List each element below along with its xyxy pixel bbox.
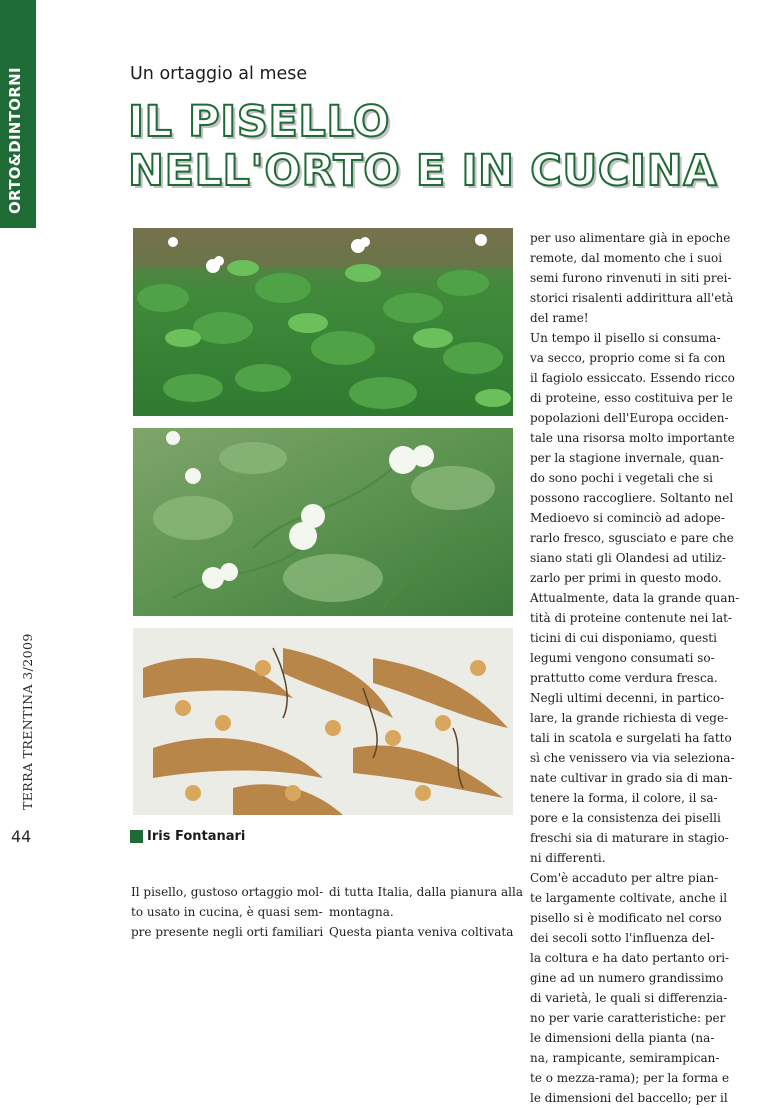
text-line: sì che venissero via via seleziona- [530,751,735,765]
text-line: freschi sia di maturare in stagio- [530,831,729,845]
text-line: il fagiolo essiccato. Essendo ricco [530,371,735,385]
text-line: storici risalenti addirittura all'età [530,291,734,305]
photo-dried-pods [133,628,513,815]
text-line: possono raccogliere. Soltanto nel [530,491,734,505]
title-line-2: NELL'ORTO E IN CUCINA [128,146,718,196]
text-line: tenere la forma, il colore, il sa- [530,791,718,805]
text-line: tali in scatola e surgelati ha fatto [530,731,732,745]
text-line: no per varie caratteristiche: per [530,1011,726,1025]
photo-pea-foliage [133,228,513,416]
text-line: Com'è accaduto per altre pian- [530,871,719,885]
article-kicker: Un ortaggio al mese [130,64,308,84]
text-line: ni differenti. [530,851,606,865]
body-column-1 [131,882,324,942]
text-line: le dimensioni del baccello; per il [530,1091,728,1105]
dried-pods-image [133,628,513,815]
text-line: Medioevo si cominciò ad adope- [530,511,725,525]
text-line: pore e la consistenza dei piselli [530,811,721,825]
text-line: per la stagione invernale, quan- [530,451,724,465]
body-column-2 [329,882,523,942]
text-line: la coltura e ha dato pertanto ori- [530,951,730,965]
text-line: va secco, proprio come si fa con [530,351,726,365]
text-line: Negli ultimi decenni, in partico- [530,691,725,705]
text-line: do sono pochi i vegetali che si [530,471,714,485]
text-line: dei secoli sotto l'influenza del- [530,931,715,945]
journal-issue: TERRA TRENTINA 3/2009 [20,633,35,810]
text-line: di proteine, esso costituiva per le [530,391,733,405]
body-column-3 [530,228,740,1108]
author-name: Iris Fontanari [147,829,246,844]
text-line: legumi vengono consumati so- [530,651,715,665]
text-line: nate cultivar in grado sia di man- [530,771,733,785]
text-line: pisello si è modificato nel corso [530,911,722,925]
text-line: to usato in cucina, è quasi sem- [131,905,323,919]
text-line: Attualmente, data la grande quan- [530,591,740,605]
text-line: tale una risorsa molto importante [530,431,735,445]
text-line: le dimensioni della pianta (na- [530,1031,715,1045]
pea-foliage-image [133,228,513,416]
text-line: pre presente negli orti familiari [131,925,324,939]
photo-pea-flowers [133,428,513,616]
text-line: Un tempo il pisello si consuma- [530,331,721,345]
article-author [130,829,245,844]
text-line: semi furono rinvenuti in siti prei- [530,271,732,285]
text-line: te o mezza-rama); per la forma e [530,1071,730,1085]
text-line: te largamente coltivate, anche il [530,891,728,905]
text-line: Il pisello, gustoso ortaggio mol- [131,885,324,899]
pea-flowers-image [133,428,513,616]
text-line: ticini di cui disponiamo, questi [530,631,717,645]
text-line: gine ad un numero grandissimo [530,971,724,985]
text-line: di tutta Italia, dalla pianura alla [329,885,523,899]
text-line: montagna. [329,905,394,919]
text-line: Questa pianta veniva coltivata [329,925,514,939]
text-line: lare, la grande richiesta di vege- [530,711,729,725]
text-line: remote, dal momento che i suoi [530,251,723,265]
section-label: ORTO&DINTORNI [6,67,24,214]
text-line: popolazioni dell'Europa occiden- [530,411,729,425]
text-line: del rame! [530,311,589,325]
page-number: 44 [11,827,32,846]
text-line: di varietà, le quali si differenzia- [530,991,728,1005]
text-line: prattutto come verdura fresca. [530,671,718,685]
title-line-1: IL PISELLO [128,97,391,147]
text-line: siano stati gli Olandesi ad utiliz- [530,551,726,565]
text-line: rarlo fresco, sgusciato e pare che [530,531,734,545]
text-line: zarlo per primi in questo modo. [530,571,722,585]
article-title [128,98,717,196]
author-marker [130,830,143,843]
text-line: per uso alimentare già in epoche [530,231,731,245]
text-line: na, rampicante, semirampican- [530,1051,720,1065]
text-line: tità di proteine contenute nei lat- [530,611,732,625]
